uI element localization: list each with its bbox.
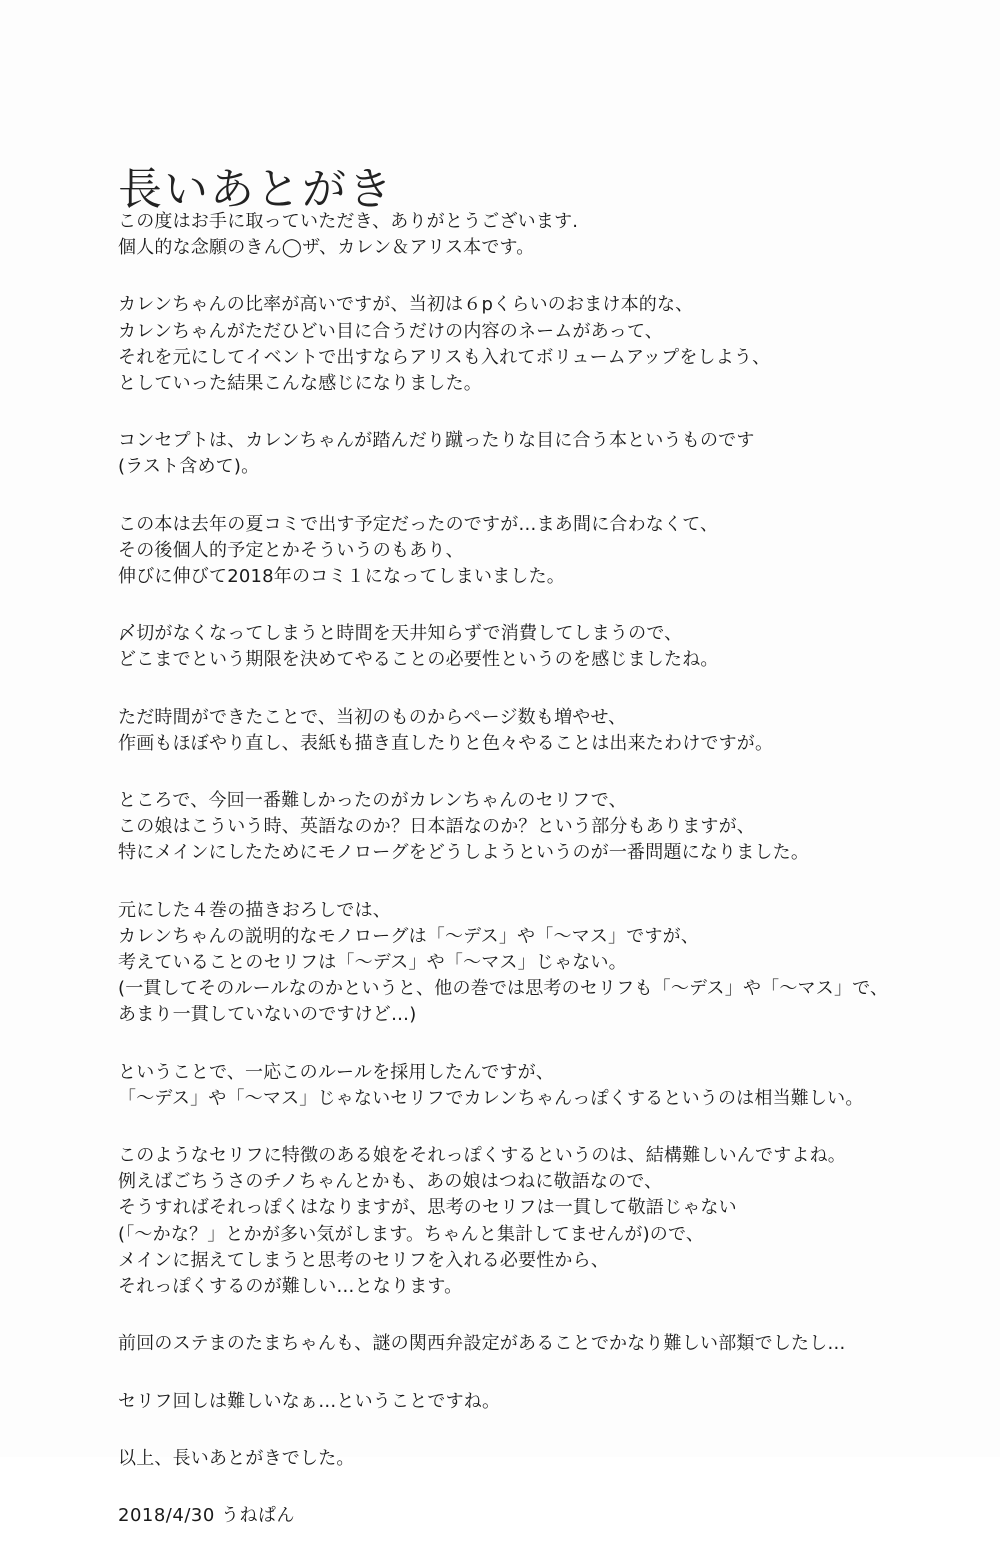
text-line: そうすればそれっぽくはなりますが、思考のセリフは一貫して敬語じゃない: [118, 1197, 737, 1219]
text-line: としていった結果こんな感じになりました。: [118, 373, 482, 395]
text-line: コンセプトは、カレンちゃんが踏んだり蹴ったりな目に合う本というものです: [118, 430, 755, 452]
text-line: カレンちゃんがただひどい目に合うだけの内容のネームがあって、: [118, 320, 664, 342]
paragraph: [118, 1060, 898, 1112]
text-line: ところで、今回一番難しかったのがカレンちゃんのセリフで、: [118, 790, 627, 812]
text-line: どこまでという期限を決めてやることの必要性というのを感じましたね。: [118, 649, 719, 671]
text-line: (ラスト含めて)。: [118, 456, 260, 478]
text-line: それっぽくするのが難しい…となります。: [118, 1276, 463, 1298]
paragraph: [118, 1143, 898, 1300]
text-line: 伸びに伸びて2018年のコミ１になってしまいました。: [118, 566, 566, 588]
text-line: (一貫してそのルールなのかというと、他の巻では思考のセリフも「〜デス」や「〜マス」で、: [118, 978, 889, 1000]
text-line: 元にした４巻の描きおろしでは、: [118, 899, 391, 921]
text-line: その後個人的予定とかそういうのもあり、: [118, 539, 464, 561]
paragraph: [118, 209, 898, 261]
paragraph: [118, 1389, 898, 1415]
text-line: 〆切がなくなってしまうと時間を天井知らずで消費してしまうので、: [118, 623, 683, 645]
paragraph: [118, 1446, 898, 1472]
text-line: (「〜かな？」とかが多い気がします。ちゃんと集計してませんが)ので、: [118, 1223, 705, 1245]
paragraph: [118, 788, 898, 867]
text-line: ということで、一応このルールを採用したんですが、: [118, 1061, 555, 1083]
afterword-body: [118, 209, 898, 1560]
text-line: メインに据えてしまうと思考のセリフを入れる必要性から、: [118, 1249, 610, 1271]
paragraph: [118, 512, 898, 591]
paragraph: [118, 898, 898, 1029]
text-line: 「〜デス」や「〜マス」じゃないセリフでカレンちゃんっぽくするというのは相当難しい。: [118, 1087, 864, 1109]
paragraph: [118, 292, 898, 397]
signature-line: 2018/4/30 うねぱん: [118, 1504, 296, 1526]
paragraph: [118, 705, 898, 757]
text-line: 以上、長いあとがきでした。: [118, 1447, 355, 1469]
paragraph: [118, 621, 898, 673]
text-line: カレンちゃんの比率が高いですが、当初は６pくらいのおまけ本的な、: [118, 294, 694, 316]
text-line: 個人的な念願のきん◯ザ、カレン＆アリス本です。: [118, 237, 535, 259]
text-line: 前回のステまのたまちゃんも、謎の関西弁設定があることでかなり難しい部類でしたし…: [118, 1333, 846, 1355]
text-line: それを元にしてイベントで出すならアリスも入れてボリュームアップをしよう、: [118, 346, 771, 368]
page-title: 長いあとがき: [118, 164, 394, 216]
text-line: このようなセリフに特徴のある娘をそれっぽくするというのは、結構難しいんですよね。: [118, 1145, 846, 1167]
paragraph: [118, 1331, 898, 1357]
text-line: カレンちゃんの説明的なモノローグは「〜デス」や「〜マス」ですが、: [118, 925, 700, 947]
text-line: この娘はこういう時、英語なのか？日本語なのか？という部分もありますが、: [118, 816, 755, 838]
text-line: セリフ回しは難しいなぁ…ということですね。: [118, 1390, 501, 1412]
text-line: 例えばごちうさのチノちゃんとかも、あの娘はつねに敬語なので、: [118, 1171, 663, 1193]
paragraph: [118, 428, 898, 480]
text-line: あまり一貫していないのですけど…): [118, 1004, 417, 1026]
text-line: ただ時間ができたことで、当初のものからページ数も増やせ、: [118, 706, 627, 728]
text-line: この度はお手に取っていただき、ありがとうございます.: [118, 211, 579, 232]
paragraph: [118, 1503, 898, 1529]
text-line: 考えていることのセリフは「〜デス」や「〜マス」じゃない。: [118, 952, 627, 974]
text-line: 作画もほぼやり直し、表紙も描き直したりと色々やることは出来たわけですが。: [118, 732, 774, 754]
text-line: この本は去年の夏コミで出す予定だったのですが…まあ間に合わなくて、: [118, 513, 719, 535]
text-line: 特にメインにしたためにモノローグをどうしようというのが一番問題になりました。: [118, 842, 810, 864]
